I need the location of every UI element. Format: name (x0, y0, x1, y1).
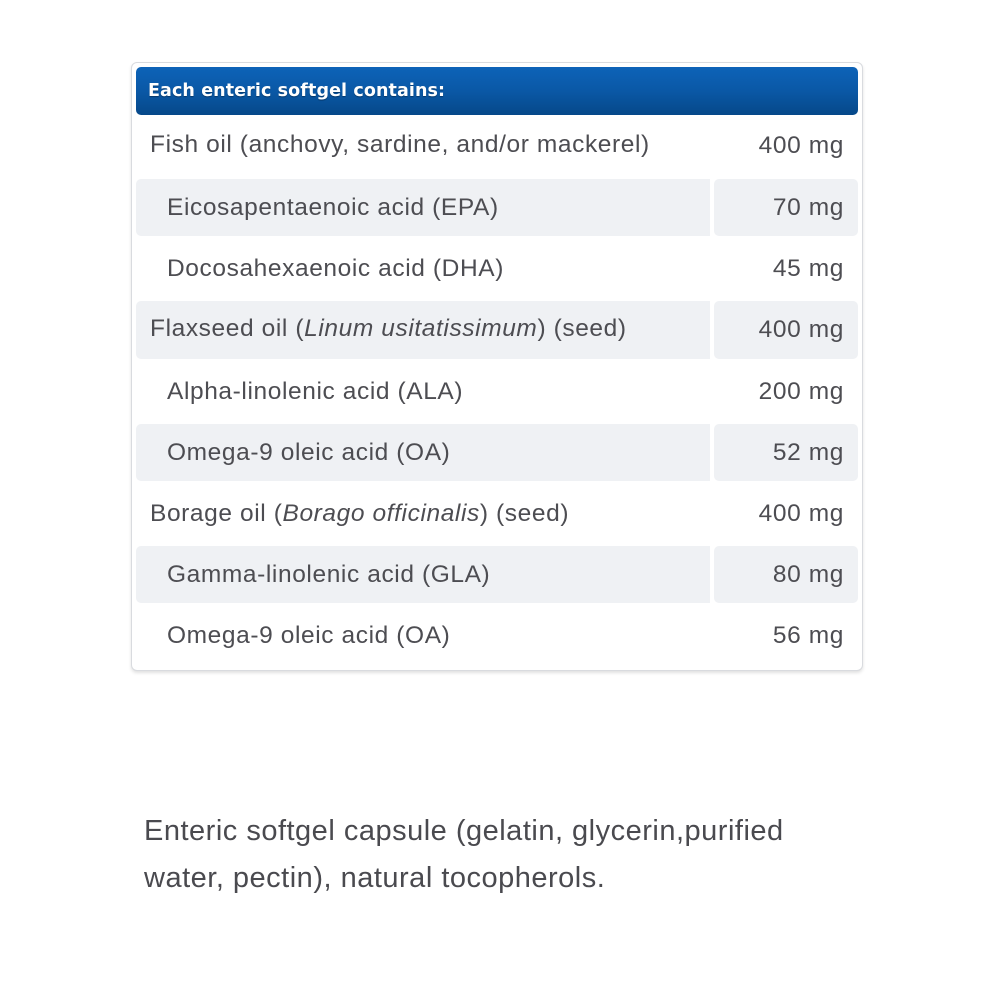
ingredient-amount: 400 mg (758, 132, 844, 159)
ingredient-name (136, 485, 714, 542)
ingredient-name-suffix: ) (seed) (479, 500, 570, 527)
ingredient-name: Alpha-linolenic acid (ALA) (167, 378, 464, 405)
ingredient-amount: 70 mg (714, 179, 858, 236)
table-row (136, 363, 858, 420)
table-row (136, 546, 858, 603)
ingredient-amount: 80 mg (714, 546, 858, 603)
ingredient-amount: 200 mg (758, 378, 844, 405)
ingredient-name (136, 301, 714, 359)
ingredient-name-text: Borage oil ( (150, 500, 283, 527)
ingredient-amount: 52 mg (714, 424, 858, 481)
ingredient-amount: 45 mg (772, 255, 844, 282)
ingredient-name-text: Flaxseed oil ( (150, 315, 305, 342)
table-row (136, 301, 858, 359)
other-ingredients-text: Enteric softgel capsule (gelatin, glycerin,purified water, pectin), natural tocopherols. (144, 815, 784, 894)
ingredient-amount: 400 mg (714, 301, 858, 359)
ingredient-name: Docosahexaenoic acid (DHA) (167, 255, 504, 282)
ingredient-amount: 56 mg (772, 622, 844, 649)
table-row (136, 424, 858, 481)
ingredient-name: Gamma-linolenic acid (GLA) (136, 546, 714, 603)
ingredient-name: Omega-9 oleic acid (OA) (167, 622, 451, 649)
botanical-name: Borago officinalis (282, 500, 480, 527)
ingredient-name: Omega-9 oleic acid (OA) (136, 424, 714, 481)
ingredients-table (136, 113, 858, 668)
botanical-name: Linum usitatissimum (304, 315, 538, 342)
ingredient-name-text: Fish oil (anchovy, sardine, and/or mackerel) (150, 131, 650, 158)
table-row (136, 485, 858, 542)
table-row (136, 179, 858, 236)
ingredient-name: Eicosapentaenoic acid (EPA) (136, 179, 714, 236)
table-row (136, 240, 858, 297)
ingredient-name-suffix: ) (seed) (537, 315, 627, 342)
table-row (136, 607, 858, 664)
supplement-facts-panel (131, 62, 863, 671)
ingredient-name (136, 117, 714, 175)
table-row (136, 117, 858, 175)
panel-header: Each enteric softgel contains: (136, 67, 858, 115)
ingredient-amount: 400 mg (758, 500, 844, 527)
